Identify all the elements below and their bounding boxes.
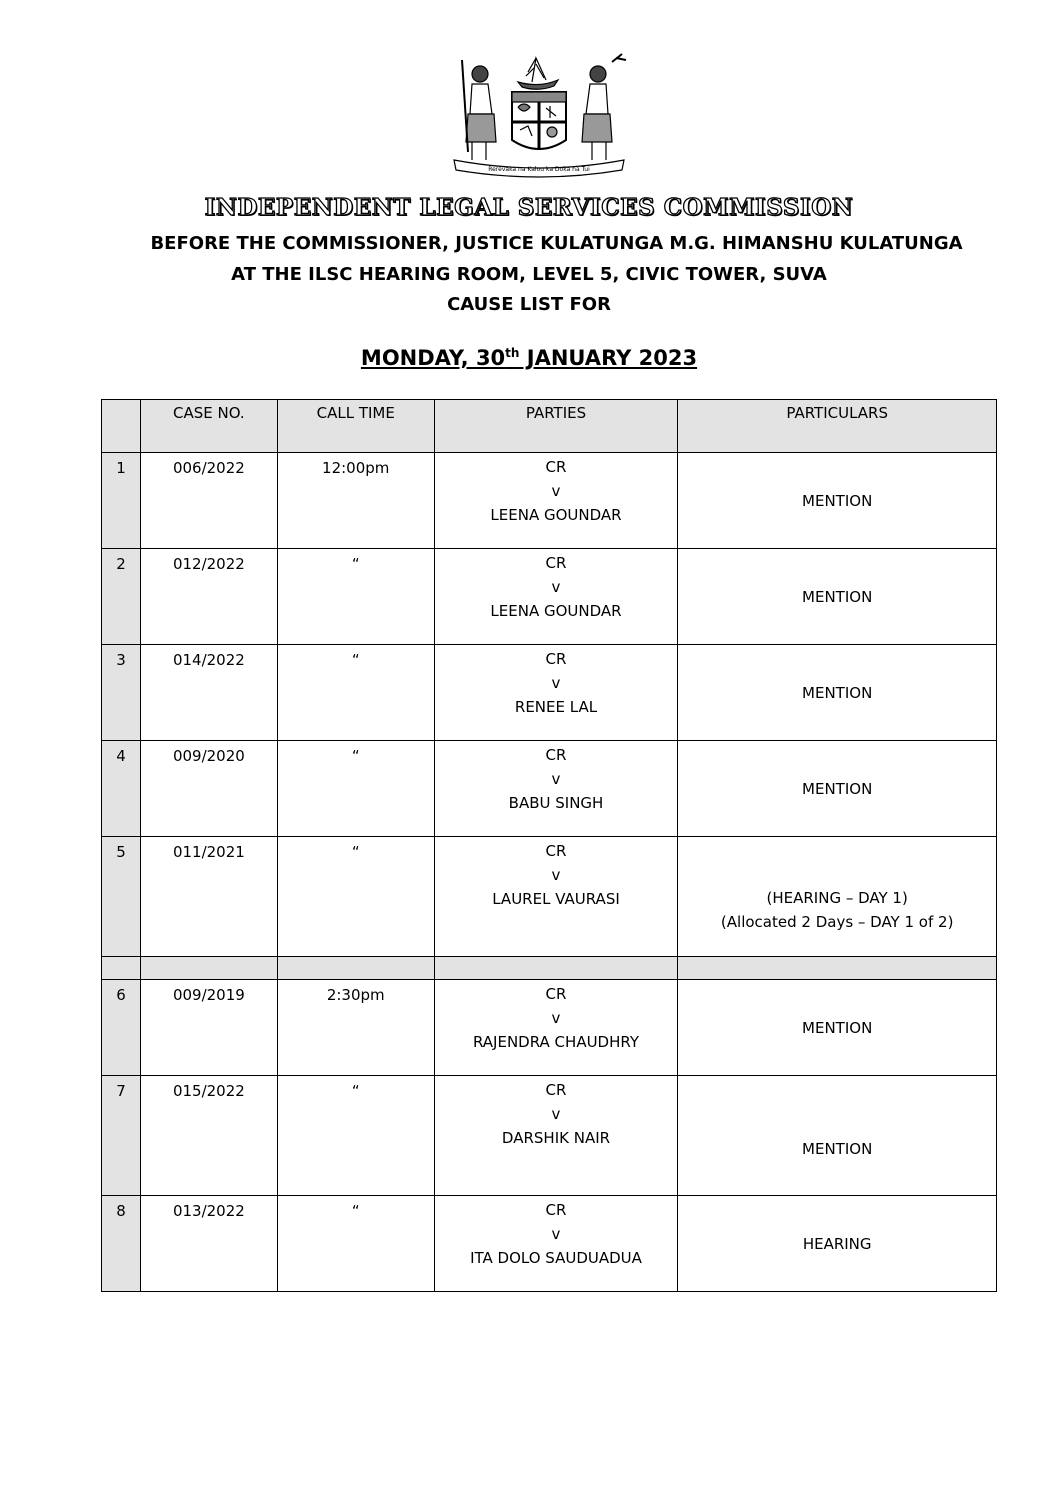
case-number: 015/2022 — [140, 1076, 277, 1196]
call-time: “ — [277, 549, 434, 645]
col-header-call-time: CALL TIME — [277, 400, 434, 453]
call-time: “ — [277, 1076, 434, 1196]
table-header-row — [102, 400, 997, 453]
call-time: “ — [277, 645, 434, 741]
case-number: 013/2022 — [140, 1196, 277, 1292]
case-number: 009/2019 — [140, 980, 277, 1076]
col-header-number — [102, 400, 141, 453]
particulars: (HEARING – DAY 1) (Allocated 2 Days – DAY 1 of 2) — [678, 837, 997, 957]
parties: CR v LEENA GOUNDAR — [434, 453, 678, 549]
parties: CR v ITA DOLO SAUDUADUA — [434, 1196, 678, 1292]
table-row — [102, 1076, 997, 1196]
particulars: MENTION — [678, 1076, 997, 1196]
case-number: 012/2022 — [140, 549, 277, 645]
table-row — [102, 1196, 997, 1292]
case-number: 009/2020 — [140, 741, 277, 837]
col-header-case-no: CASE NO. — [140, 400, 277, 453]
table-row — [102, 837, 997, 957]
col-header-particulars: PARTICULARS — [678, 400, 997, 453]
case-number: 011/2021 — [140, 837, 277, 957]
cause-list-label: CAUSE LIST FOR — [447, 294, 611, 315]
fiji-coat-of-arms-icon — [446, 52, 632, 178]
row-number: 4 — [102, 741, 141, 837]
case-number: 006/2022 — [140, 453, 277, 549]
table-row — [102, 741, 997, 837]
particulars: MENTION — [678, 549, 997, 645]
particulars: MENTION — [678, 453, 997, 549]
hearing-date: MONDAY, 30th JANUARY 2023 — [360, 346, 698, 370]
particulars: MENTION — [678, 741, 997, 837]
case-number: 014/2022 — [140, 645, 277, 741]
parties: CR v DARSHIK NAIR — [434, 1076, 678, 1196]
parties: CR v RAJENDRA CHAUDHRY — [434, 980, 678, 1076]
row-number: 3 — [102, 645, 141, 741]
row-number: 6 — [102, 980, 141, 1076]
cause-list-table — [101, 399, 997, 1292]
table-row — [102, 980, 997, 1076]
call-time: “ — [277, 741, 434, 837]
particulars: MENTION — [678, 645, 997, 741]
parties: CR v BABU SINGH — [434, 741, 678, 837]
row-number: 8 — [102, 1196, 141, 1292]
table-spacer-row — [102, 957, 997, 980]
page-title: INDEPENDENT LEGAL SERVICES COMMISSION — [204, 194, 854, 221]
call-time: 12:00pm — [277, 453, 434, 549]
call-time: 2:30pm — [277, 980, 434, 1076]
call-time: “ — [277, 837, 434, 957]
particulars: MENTION — [678, 980, 997, 1076]
row-number: 2 — [102, 549, 141, 645]
commissioner-line: BEFORE THE COMMISSIONER, JUSTICE KULATUNGA M.G. HIMANSHU KULATUNGA — [150, 233, 963, 254]
table-row — [102, 549, 997, 645]
col-header-parties: PARTIES — [434, 400, 678, 453]
crest-motto: Rerevaka na Kalou ka Doka na Tui — [488, 166, 590, 173]
parties: CR v RENEE LAL — [434, 645, 678, 741]
parties: CR v LEENA GOUNDAR — [434, 549, 678, 645]
table-row — [102, 453, 997, 549]
row-number: 7 — [102, 1076, 141, 1196]
particulars: HEARING — [678, 1196, 997, 1292]
parties: CR v LAUREL VAURASI — [434, 837, 678, 957]
call-time: “ — [277, 1196, 434, 1292]
venue-line: AT THE ILSC HEARING ROOM, LEVEL 5, CIVIC TOWER, SUVA — [231, 264, 827, 285]
row-number: 1 — [102, 453, 141, 549]
row-number: 5 — [102, 837, 141, 957]
table-row — [102, 645, 997, 741]
